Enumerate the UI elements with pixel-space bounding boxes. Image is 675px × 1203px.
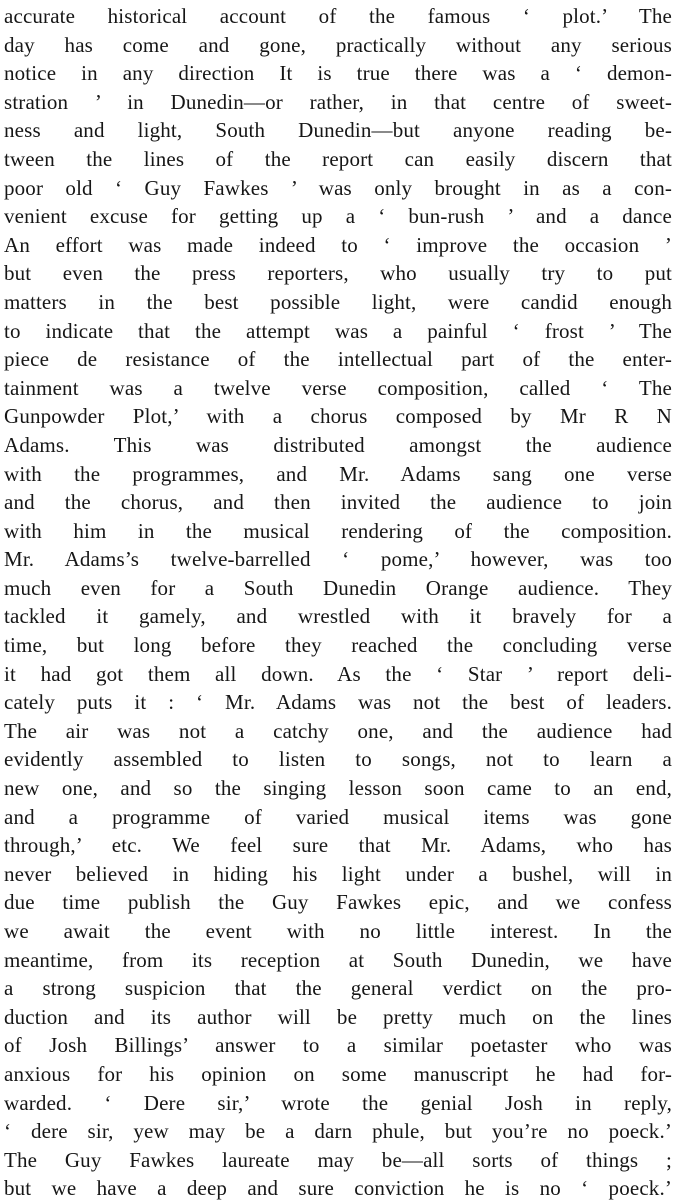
article-line-1: accurate historical account of the famous ‘ plot.’ The xyxy=(4,4,672,28)
article-line-30: through,’ etc. We feel sure that Mr. Adams, who has xyxy=(4,833,672,858)
article-line-21: much even for a South Dunedin Orange audience. They xyxy=(4,575,672,600)
article-line-10: but even the press reporters, who usually try to put xyxy=(4,261,672,286)
article-line-6: tween the lines of the report can easily discern that xyxy=(4,146,672,171)
article-line-36: duction and its author will be pretty much on the lines xyxy=(4,1004,672,1029)
article-line-15: Gunpowder Plot,’ with a chorus composed by Mr R N xyxy=(4,404,672,429)
article-line-24: it had got them all down. As the ‘ Star ’ report deli- xyxy=(4,661,672,686)
article-line-7: poor old ‘ Guy Fawkes ’ was only brought in as a con- xyxy=(4,175,672,200)
article-line-22: tackled it gamely, and wrestled with it bravely for a xyxy=(4,604,672,629)
article-line-32: due time publish the Guy Fawkes epic, and we confess xyxy=(4,890,672,915)
article-line-41: The Guy Fawkes laureate may be—all sorts of things ; xyxy=(4,1147,672,1172)
article-line-25: cately puts it : ‘ Mr. Adams was not the best of leaders. xyxy=(4,690,672,715)
article-line-5: ness and light, South Dunedin—but anyone reading be- xyxy=(4,118,672,143)
article-line-19: with him in the musical rendering of the composition. xyxy=(4,518,672,543)
article-column xyxy=(4,2,672,1203)
article-line-16: Adams. This was distributed amongst the audience xyxy=(4,432,672,457)
article-line-9: An effort was made indeed to ‘ improve the occasion ’ xyxy=(4,232,672,257)
article-line-11: matters in the best possible light, were candid enough xyxy=(4,289,672,314)
article-line-33: we await the event with no little interest. In the xyxy=(4,919,672,943)
article-line-4: stration ’ in Dunedin—or rather, in that centre of sweet- xyxy=(4,89,672,114)
article-line-39: warded. ‘ Dere sir,’ wrote the genial Josh in reply, xyxy=(4,1090,672,1115)
article-line-37: of Josh Billings’ answer to a similar poetaster who was xyxy=(4,1033,672,1058)
article-line-12: to indicate that the attempt was a painful ‘ frost ’ The xyxy=(4,318,672,343)
article-line-42: but we have a deep and sure conviction he is no ‘ poeck.’ xyxy=(4,1176,672,1201)
article-line-3: notice in any direction It is true there was a ‘ demon- xyxy=(4,61,672,86)
article-line-2: day has come and gone, practically without any serious xyxy=(4,32,672,57)
article-line-20: Mr. Adams’s twelve-barrelled ‘ pome,’ however, was too xyxy=(4,547,672,572)
article-line-31: never believed in hiding his light under a bushel, will in xyxy=(4,861,672,886)
article-line-34: meantime, from its reception at South Dunedin, we have xyxy=(4,947,672,972)
article-line-35: a strong suspicion that the general verdict on the pro- xyxy=(4,976,672,1001)
article-line-38: anxious for his opinion on some manuscript he had for- xyxy=(4,1061,672,1086)
article-line-40: ‘ dere sir, yew may be a darn phule, but you’re no poeck.’ xyxy=(4,1119,672,1144)
article-line-23: time, but long before they reached the concluding verse xyxy=(4,633,672,658)
article-line-29: and a programme of varied musical items was gone xyxy=(4,804,672,829)
article-line-14: tainment was a twelve verse composition, called ‘ The xyxy=(4,375,672,400)
article-line-18: and the chorus, and then invited the audience to join xyxy=(4,490,672,515)
article-line-27: evidently assembled to listen to songs, not to learn a xyxy=(4,747,672,772)
article-line-26: The air was not a catchy one, and the audience had xyxy=(4,718,672,743)
article-line-8: venient excuse for getting up a ‘ bun-rush ’ and a dance xyxy=(4,204,672,229)
article-line-13: piece de resistance of the intellectual part of the enter- xyxy=(4,347,672,372)
article-line-17: with the programmes, and Mr. Adams sang one verse xyxy=(4,461,672,486)
article-line-28: new one, and so the singing lesson soon came to an end, xyxy=(4,776,672,801)
